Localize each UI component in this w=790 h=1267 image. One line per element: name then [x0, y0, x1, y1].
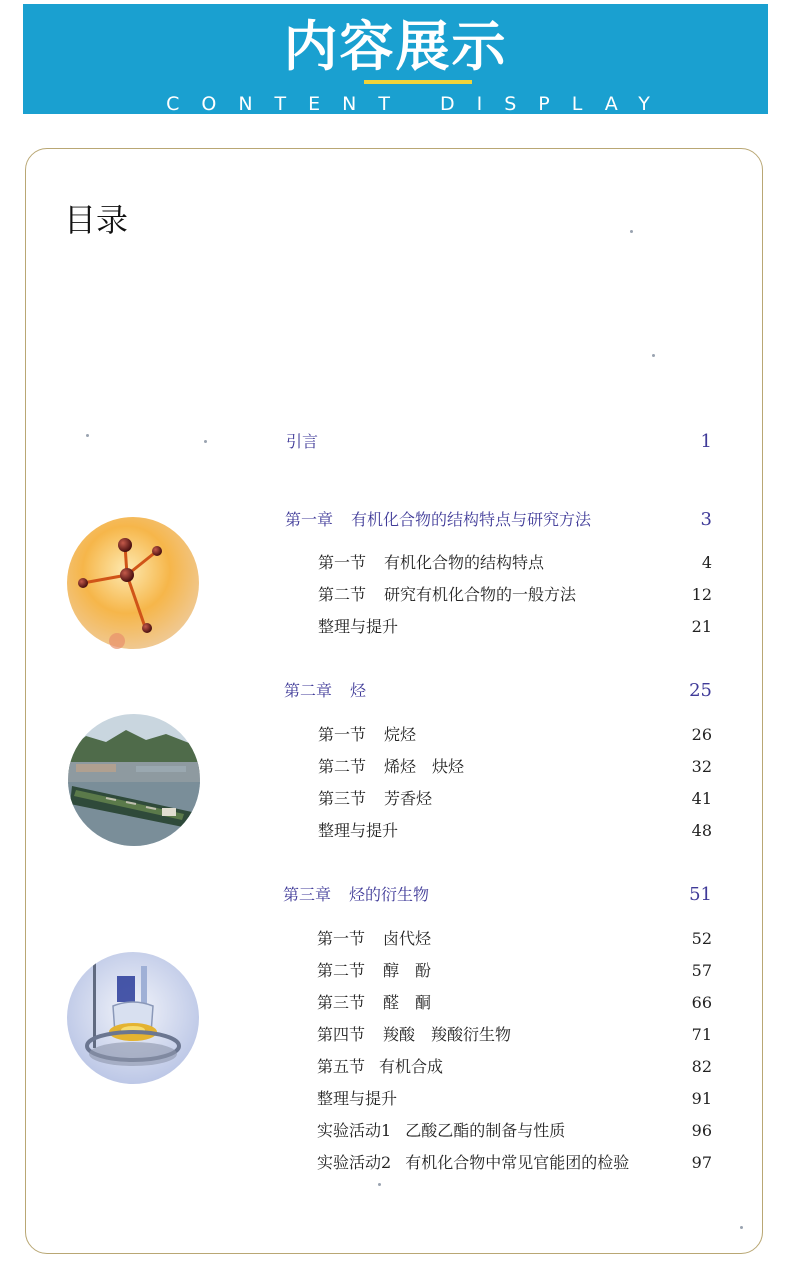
section-title: 整理与提升 [318, 821, 399, 840]
chapter-number: 第二章 [284, 681, 333, 700]
chapter-page: 3 [700, 509, 712, 530]
section-number: 第二节 [317, 961, 366, 980]
toc-section-row[interactable] [0, 1085, 790, 1113]
chapter-title: 有机化合物的结构特点与研究方法 [351, 510, 592, 529]
section-page: 12 [691, 585, 712, 604]
chapter-number: 第三章 [283, 885, 332, 904]
section-title: 醇 酚 [383, 961, 432, 980]
toc-section-row[interactable] [0, 721, 790, 749]
toc-chapter-3[interactable] [0, 881, 790, 909]
section-number: 第一节 [318, 725, 367, 744]
section-title: 芳香烃 [384, 789, 433, 808]
section-title: 乙酸乙酯的制备与性质 [405, 1121, 566, 1140]
section-title: 有机化合物中常见官能团的检验 [405, 1153, 630, 1172]
section-title: 卤代烃 [383, 929, 432, 948]
toc-chapter-2[interactable] [0, 677, 790, 705]
section-title: 醛 酮 [383, 993, 432, 1012]
toc-section-row[interactable] [0, 957, 790, 985]
toc-section-row[interactable] [0, 925, 790, 953]
banner-title: 内容展示 [283, 15, 508, 78]
toc-chapter-1[interactable] [0, 506, 790, 534]
section-page: 96 [691, 1121, 712, 1140]
chapter-number: 第一章 [285, 510, 334, 529]
section-page: 48 [691, 821, 712, 840]
section-number: 第二节 [318, 757, 367, 776]
speck [630, 230, 633, 233]
section-number: 第三节 [318, 789, 367, 808]
section-title: 有机化合物的结构特点 [384, 553, 545, 572]
section-page: 57 [691, 961, 712, 980]
section-number: 实验活动1 [317, 1121, 392, 1140]
banner-subtitle: CONTENT DISPLAY [166, 93, 672, 115]
section-title: 烷烃 [384, 725, 417, 744]
toc-section-row[interactable] [0, 989, 790, 1017]
toc-section-row[interactable] [0, 1149, 790, 1177]
banner-underline [364, 80, 472, 84]
section-title: 有机合成 [379, 1057, 444, 1076]
toc-intro-label: 引言 [286, 432, 319, 451]
toc-section-row[interactable] [0, 613, 790, 641]
section-number: 第五节 [317, 1057, 366, 1076]
section-title: 研究有机化合物的一般方法 [384, 585, 577, 604]
header-banner [23, 4, 768, 114]
section-title: 整理与提升 [317, 1089, 398, 1108]
section-page: 71 [691, 1025, 712, 1044]
section-page: 52 [691, 929, 712, 948]
chapter-title: 烃 [350, 681, 367, 700]
speck [740, 1226, 743, 1229]
section-number: 第三节 [317, 993, 366, 1012]
toc-intro-row[interactable] [0, 428, 790, 456]
section-page: 41 [691, 789, 712, 808]
section-number: 第一节 [318, 553, 367, 572]
toc-section-row[interactable] [0, 1053, 790, 1081]
chapter-title: 烃的衍生物 [349, 885, 430, 904]
section-page: 82 [691, 1057, 712, 1076]
toc-intro-page: 1 [700, 431, 712, 452]
section-page: 91 [691, 1089, 712, 1108]
section-title: 烯烃 炔烃 [384, 757, 465, 776]
section-page: 26 [691, 725, 712, 744]
toc-section-row[interactable] [0, 1117, 790, 1145]
chapter-page: 25 [689, 680, 712, 701]
toc-section-row[interactable] [0, 753, 790, 781]
speck [378, 1183, 381, 1186]
section-title: 整理与提升 [318, 617, 399, 636]
toc-heading: 目录 [64, 201, 129, 239]
section-page: 32 [691, 757, 712, 776]
section-page: 4 [701, 553, 712, 572]
section-number: 第四节 [317, 1025, 366, 1044]
section-number: 第一节 [317, 929, 366, 948]
section-page: 21 [691, 617, 712, 636]
section-number: 第二节 [318, 585, 367, 604]
section-title: 羧酸 羧酸衍生物 [383, 1025, 512, 1044]
section-number: 实验活动2 [317, 1153, 392, 1172]
section-page: 66 [691, 993, 712, 1012]
speck [652, 354, 655, 357]
toc-section-row[interactable] [0, 785, 790, 813]
toc-section-row[interactable] [0, 549, 790, 577]
toc-section-row[interactable] [0, 817, 790, 845]
toc-section-row[interactable] [0, 581, 790, 609]
chapter-page: 51 [689, 884, 712, 905]
toc-section-row[interactable] [0, 1021, 790, 1049]
section-page: 97 [691, 1153, 712, 1172]
